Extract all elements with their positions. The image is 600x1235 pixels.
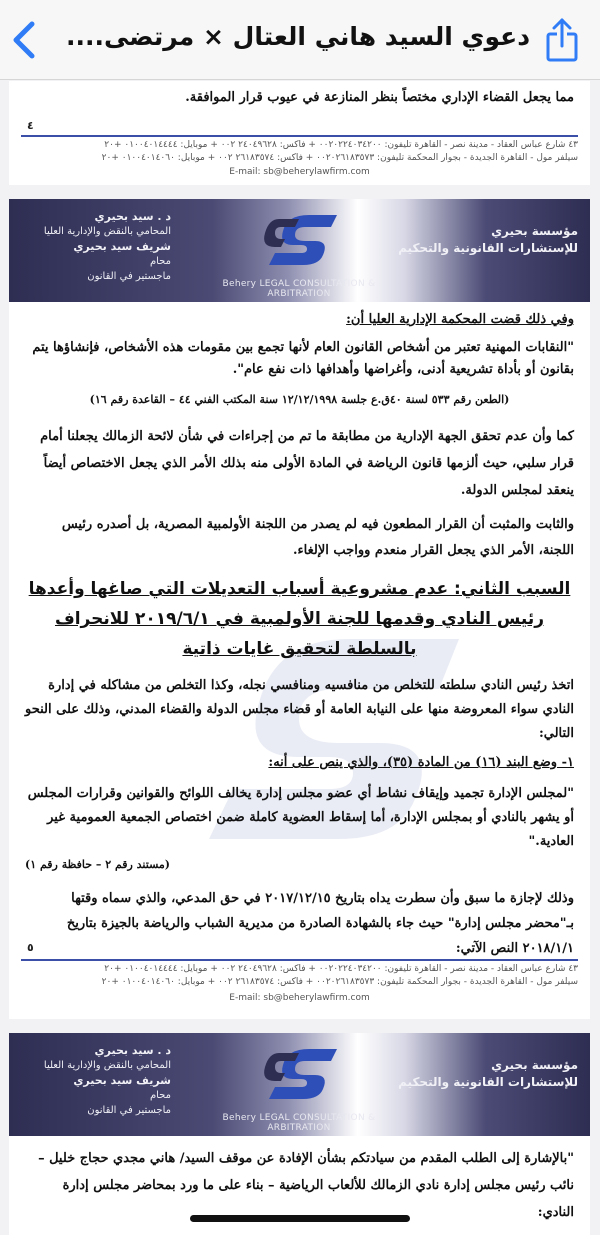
page-body xyxy=(9,309,590,961)
quote-paragraph: "بالإشارة إلى الطلب المقدم من سيادتكم بشأن الإفادة عن موقف السيد/ هاني مجدي حجاج خليل – نائب رئيس مجلس إدارة نادي الزمالك للألعاب الرياضية – بناء على ما ورد بمحاضر مجلس إدارة النادي: xyxy=(38,1151,574,1220)
footer-address-line-2: سيلفر مول - القاهرة الجديدة - بجوار المحكمة تليفون: ٠٠٢٠٢٦١٨٣٥٧٣ + فاكس: ٢٦١٨٣٥٧٤ ٠٠٢ + موبايل: ٠١٠٠٤٠١٤٠٦٠ +٢٠ xyxy=(101,153,578,163)
document-page-6 xyxy=(9,1033,590,1235)
share-icon xyxy=(542,16,582,64)
letterhead-subtitle: Behery LEGAL CONSULTATION & ARBITRATION xyxy=(222,279,376,299)
lawyer-name: د . سيد بحيري xyxy=(94,1044,171,1057)
document-viewer[interactable] xyxy=(0,81,600,1235)
share-button[interactable] xyxy=(542,16,582,64)
lawyer-title: المحامي بالنقض والإدارية العليا xyxy=(43,1060,171,1071)
lawyer-title: محام xyxy=(149,256,171,267)
letterhead-firm-name xyxy=(398,223,578,257)
document-page-5 xyxy=(9,199,590,1019)
paragraph: وفي ذلك قضت المحكمة الإدارية العليا أن: xyxy=(346,312,574,327)
footer-address-line-1: ٤٣ شارع عباس العقاد - مدينة نصر - القاهرة تليفون: ٠٠٢٠٢٢٤٠٣٤٢٠٠ + فاكس: ٢٤٠٤٩٦٢٨ ٠٠٢ + موبايل: ٠١٠٠٤٠١٤٤٤٤ +٢٠ xyxy=(104,964,578,974)
lawyer-title: المحامي بالنقض والإدارية العليا xyxy=(43,226,171,237)
lawyer-title: محام xyxy=(149,1090,171,1101)
page-number: ٤ xyxy=(27,119,34,132)
firm-logo-icon xyxy=(249,1043,341,1105)
footer-divider xyxy=(21,959,578,961)
firm-logo-icon xyxy=(249,209,341,271)
lawyer-name: د . سيد بحيري xyxy=(94,210,171,223)
citation: (الطعن رقم ٥٣٣ لسنة ٤٠ق.ع جلسة ١٢/١٢/١٩٩٨ سنة المكتب الفني ٤٤ – القاعدة رقم ١٦) xyxy=(89,393,510,406)
firm-tagline: للإستشارات القانونية والتحكيم xyxy=(398,1075,578,1089)
paragraph: والثابت والمثبت أن القرار المطعون فيه لم يصدر من اللجنة الأولمبية المصرية، بل أصدره رئيس اللجنة، الأمر الذي يجعل القرار منعدم وواجب الإلغاء. xyxy=(61,517,574,558)
navigation-bar xyxy=(0,0,600,80)
citation: (مستند رقم ٢ – حافظة رقم ١) xyxy=(25,858,170,871)
letterhead-lawyers xyxy=(21,209,171,284)
page-number: ٥ xyxy=(27,941,34,954)
document-title: دعوي السيد هاني العتال × مرتضى.... xyxy=(65,22,531,51)
firm-tagline: للإستشارات القانونية والتحكيم xyxy=(398,241,578,255)
home-indicator[interactable] xyxy=(190,1215,410,1222)
lawyer-degree: ماجستير في القانون xyxy=(87,1105,171,1116)
letterhead-subtitle: Behery LEGAL CONSULTATION & ARBITRATION xyxy=(222,1113,376,1133)
footer-email: E-mail: sb@beherylawfirm.com xyxy=(229,993,370,1003)
document-page-4 xyxy=(9,81,590,185)
lawyer-degree: ماجستير في القانون xyxy=(87,271,171,282)
firm-name: مؤسسة بحيري xyxy=(491,1058,578,1072)
quote-paragraph: "لمجلس الإدارة تجميد وإيقاف نشاط أي عضو مجلس إدارة يخالف اللوائح والقوانين وقرارات المجلس أو يشهر بالنادي أو بمجلس الإدارة، أما إسقاط العضوية كاملة ضمن اختصاص الجمعية العمومية غير العادية." xyxy=(27,786,574,849)
footer-address-line-2: سيلفر مول - القاهرة الجديدة - بجوار المحكمة تليفون: ٠٠٢٠٢٦١٨٣٥٧٣ + فاكس: ٢٦١٨٣٥٧٤ ٠٠٢ + موبايل: ٠١٠٠٤٠١٤٠٦٠ +٢٠ xyxy=(101,977,578,987)
quote-paragraph: "النقابات المهنية تعتبر من أشخاص القانون العام لأنها تجمع بين مقومات هذه الأشخاص، فإنشاؤها يتم بقانون أو بأداة تشريعية أدنى، وأغراضها وأهدافها ذات نفع عام". xyxy=(32,340,574,377)
paragraph: كما وأن عدم تحقق الجهة الإدارية من مطابقة ما تم من إجراءات في شأن لائحة الزمالك يجعلنا أمام قرار سلبي، حيث ألزمها قانون الرياضة في المادة الأولى منه بذلك الأمر الذي يجعل الاختصاص أيضاً ينعقد لمجلس الدولة. xyxy=(40,429,574,498)
letterhead-band xyxy=(9,199,590,302)
footer-email: E-mail: sb@beherylawfirm.com xyxy=(229,167,370,177)
footer-divider xyxy=(21,135,578,137)
firm-name: مؤسسة بحيري xyxy=(491,224,578,238)
page-text-line: مما يجعل القضاء الإداري مختصاً بنظر المنازعة في عيوب قرار الموافقة. xyxy=(185,90,574,105)
letterhead-firm-name xyxy=(398,1057,578,1091)
chevron-left-icon xyxy=(8,18,42,62)
lawyer-name: شريف سيد بحيري xyxy=(73,1074,171,1087)
back-button[interactable] xyxy=(8,18,42,62)
letterhead-lawyers xyxy=(21,1043,171,1118)
section-heading: السبب الثاني: عدم مشروعية أسباب التعديلات التي صاغها وأعدها رئيس النادي وقدمها للجنة الأولمبية في ٢٠١٩/٦/١ للانحراف بالسلطة لتحقيق غايات ذاتية xyxy=(28,579,571,659)
paragraph: وذلك لإجازة ما سبق وأن سطرت يداه بتاريخ ٢٠١٧/١٢/١٥ في حق المدعي، والذي سماه وقتها بـ"محضر مجلس إدارة" حيث جاء بالشهادة الصادرة من مديرية الشباب والرياضة بالجيزة بتاريخ ٢٠١٨/١/١ النص الآتي: xyxy=(66,891,574,956)
letterhead-band xyxy=(9,1033,590,1136)
footer-address-line-1: ٤٣ شارع عباس العقاد - مدينة نصر - القاهرة تليفون: ٠٠٢٠٢٢٤٠٣٤٢٠٠ + فاكس: ٢٤٠٤٩٦٢٨ ٠٠٢ + موبايل: ٠١٠٠٤٠١٤٤٤٤ +٢٠ xyxy=(104,140,578,150)
list-item: ١- وضع البند (١٦) من المادة (٣٥)، والذي ينص على أنه: xyxy=(268,755,574,770)
paragraph: اتخذ رئيس النادي سلطته للتخلص من منافسيه ومنافسي نجله، وكذا التخلص من مشاكله في إدارة النادي سواء المعروضة منها على النيابة العامة أو قضاء مجلس الدولة والقضاء المدني، وذلك على النحو التالي: xyxy=(24,678,574,741)
lawyer-name: شريف سيد بحيري xyxy=(73,240,171,253)
